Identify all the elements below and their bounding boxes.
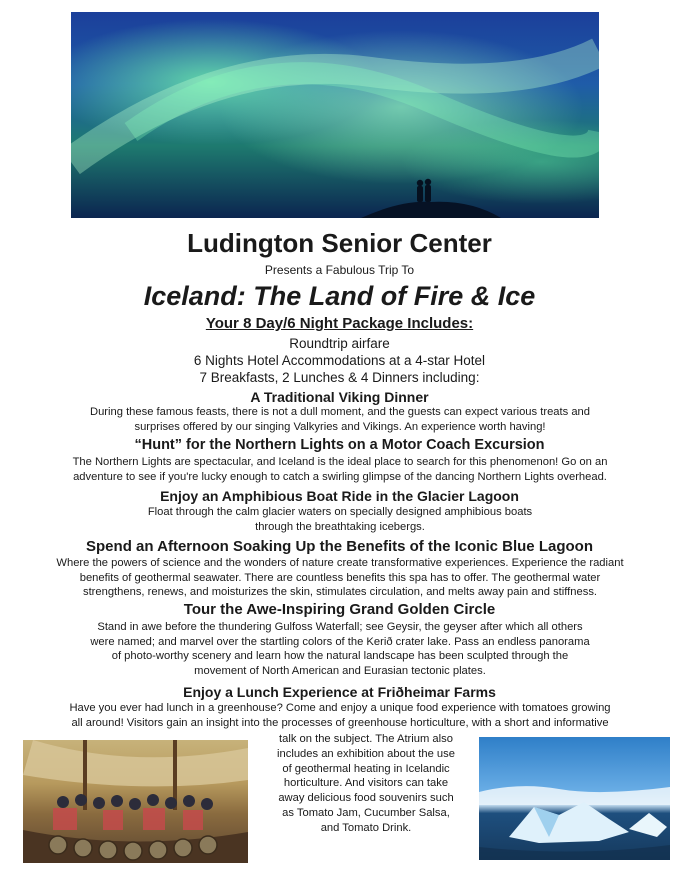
section-heading-lights: “Hunt” for the Northern Lights on a Motor Coach Excursion (134, 437, 545, 453)
text-line: During these famous feasts, there is not a dull moment, and the guests can expect various treats and (90, 406, 590, 418)
section-text-boat (20, 505, 660, 534)
section-text-lunch (10, 701, 670, 730)
section-text-lagoon (10, 556, 670, 600)
text-line: The Northern Lights are spectacular, and Iceland is the ideal place to search for this phenomenon! Go on an (72, 456, 608, 468)
text-line: of photo-worthy scenery and learn how the natural landscape has been sculpted through the (111, 650, 569, 662)
lunch-side-text (250, 732, 482, 836)
text-line: movement of North American and Eurasian tectonic plates. (194, 664, 486, 677)
include-item: 6 Nights Hotel Accommodations at a 4-star Hotel (193, 353, 486, 368)
text-line: talk on the subject. The Atrium also (279, 733, 453, 745)
section-text-viking (20, 405, 660, 434)
include-item: Roundtrip airfare (289, 336, 390, 351)
text-line: Stand in awe before the thundering Gulfoss Waterfall; see Geysir, the geyser after which all others (97, 621, 583, 633)
package-heading: Your 8 Day/6 Night Package Includes: (205, 315, 474, 332)
text-line: were named; and marvel over the startling colors of the Kerið crater lake. Pass an endless panorama (90, 635, 590, 648)
text-line: of geothermal heating in Icelandic (282, 762, 450, 775)
section-heading-lagoon: Spend an Afternoon Soaking Up the Benefits of the Iconic Blue Lagoon (86, 538, 593, 555)
text-line: Float through the calm glacier waters on specially designed amphibious boats (147, 506, 533, 518)
text-line: surprises offered by our singing Valkyries and Vikings. An experience worth having! (134, 420, 546, 433)
text-line: includes an exhibition about the use (277, 747, 455, 760)
text-line: strengthens, renews, and moisturizes the skin, stimulates circulation, and melts away pain and stiffness. (82, 586, 598, 598)
include-item: 7 Breakfasts, 2 Lunches & 4 Dinners including: (199, 370, 480, 385)
presents-line: Presents a Fabulous Trip To (264, 263, 415, 277)
text-line: Where the powers of science and the wonders of nature create transformative experiences. Experience the radiant (56, 557, 624, 569)
text-line: adventure to see if you're lucky enough to catch a swirling glimpse of the dancing Northern Lights overhead. (73, 470, 607, 483)
section-heading-boat: Enjoy an Amphibious Boat Ride in the Glacier Lagoon (160, 488, 519, 504)
text-line: as Tomato Jam, Cucumber Salsa, (282, 806, 450, 819)
text-line: horticulture. And visitors can take (283, 777, 449, 790)
org-title: Ludington Senior Center (187, 228, 492, 258)
trip-title: Iceland: The Land of Fire & Ice (143, 281, 536, 311)
text-line: through the breathtaking icebergs. (255, 520, 425, 533)
glacier-lagoon-icebergs-photo (479, 737, 670, 860)
viking-ship-group-photo (23, 740, 248, 863)
section-text-lights (14, 455, 666, 484)
section-text-circle (20, 620, 660, 678)
northern-lights-photo (71, 12, 599, 218)
text-line: benefits of geothermal seawater. There are countless benefits this spa has to offer. The geothermal water (79, 571, 601, 584)
section-heading-lunch: Enjoy a Lunch Experience at Friðheimar Farms (183, 684, 496, 700)
text-line: and Tomato Drink. (320, 821, 412, 834)
text-line: all around! Visitors gain an insight into the processes of greenhouse horticulture, with a short and informative (71, 716, 609, 729)
section-heading-circle: Tour the Awe-Inspiring Grand Golden Circle (183, 601, 496, 618)
text-line: Have you ever had lunch in a greenhouse? Come and enjoy a unique food experience with tomatoes growing (69, 702, 611, 714)
text-line: away delicious food souvenirs such (278, 792, 454, 805)
section-heading-viking: A Traditional Viking Dinner (250, 389, 429, 405)
